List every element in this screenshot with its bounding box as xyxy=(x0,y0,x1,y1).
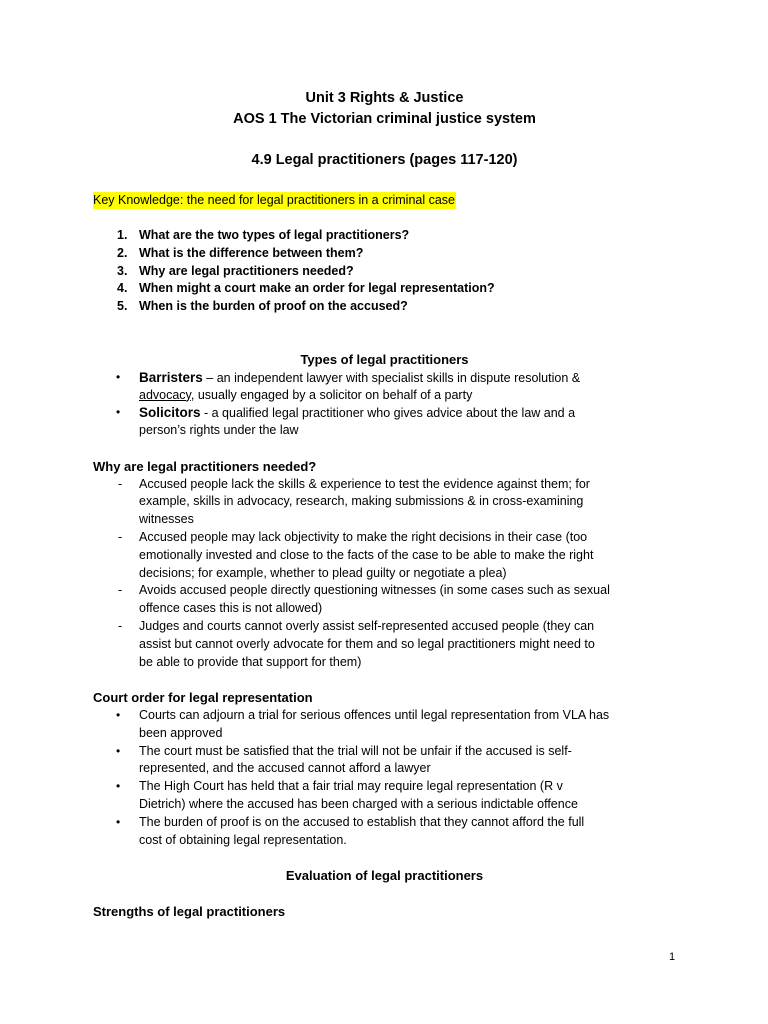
item-line: Accused people lack the skills & experience to test the evidence against them; for xyxy=(139,476,590,491)
why-needed-item xyxy=(93,529,676,582)
question-number: 2. xyxy=(117,245,128,260)
question-text: What is the difference between them? xyxy=(139,245,364,260)
court-order-heading: Court order for legal representation xyxy=(93,690,313,706)
document-body xyxy=(93,88,676,920)
solicitors-line-2: person’s rights under the law xyxy=(139,423,299,438)
question-text: When is the burden of proof on the accused? xyxy=(139,299,408,314)
question-item xyxy=(93,263,676,281)
question-item xyxy=(93,298,676,316)
question-text: When might a court make an order for legal representation? xyxy=(139,281,495,296)
section-title: 4.9 Legal practitioners (pages 117-120) xyxy=(251,152,518,168)
aos-title: AOS 1 The Victorian criminal justice system xyxy=(233,111,536,127)
question-item xyxy=(93,245,676,263)
page-number: 1 xyxy=(669,951,676,963)
item-line: assist but cannot overly advocate for them and so legal practitioners might need to xyxy=(139,636,595,651)
key-knowledge xyxy=(93,191,676,209)
item-line: Courts can adjourn a trial for serious offences until legal representation from VLA has xyxy=(139,707,610,722)
item-line: decisions; for example, whether to plead guilty or negotiate a plea) xyxy=(139,565,507,580)
item-line: Judges and courts cannot overly assist self-represented accused people (they can xyxy=(139,618,595,633)
question-number: 1. xyxy=(117,228,128,242)
item-line: cost of obtaining legal representation. xyxy=(139,832,347,847)
question-text: What are the two types of legal practitioners? xyxy=(139,228,410,242)
barristers-line-2 xyxy=(139,387,676,405)
question-number: 4. xyxy=(117,281,128,296)
item-line: The burden of proof is on the accused to establish that they cannot afford the full xyxy=(139,814,585,829)
court-order-item xyxy=(93,743,676,779)
bullet-marker: • xyxy=(116,707,121,722)
key-knowledge-highlight: Key Knowledge: the need for legal practitioners in a criminal case xyxy=(93,193,456,207)
bullet-marker: • xyxy=(116,743,121,758)
bullet-marker: • xyxy=(116,779,121,794)
dash-marker: - xyxy=(118,583,123,598)
solicitors-definition-1: - a qualified legal practitioner who gives advice about the law and a xyxy=(200,406,576,421)
item-line: represented, and the accused cannot afford a lawyer xyxy=(139,761,431,776)
bullet-marker: • xyxy=(116,814,121,829)
bullet-marker: • xyxy=(116,405,121,420)
question-number: 3. xyxy=(117,263,128,278)
why-needed-heading: Why are legal practitioners needed? xyxy=(93,458,317,474)
types-list xyxy=(93,369,676,440)
dash-marker: - xyxy=(118,529,123,544)
item-line: been approved xyxy=(139,725,223,740)
item-line: Accused people may lack objectivity to make the right decisions in their case (too xyxy=(139,529,588,544)
barristers-definition-1: – an independent lawyer with specialist skills in dispute resolution & xyxy=(202,370,581,385)
evaluation-heading: Evaluation of legal practitioners xyxy=(285,868,484,884)
barristers-line-1 xyxy=(139,369,676,387)
why-needed-item xyxy=(93,618,676,671)
barristers-term: Barristers xyxy=(139,369,203,385)
item-line: The High Court has held that a fair trial may require legal representation (R v xyxy=(139,779,563,794)
why-needed-item xyxy=(93,582,676,618)
advocacy-underlined: advocacy xyxy=(139,387,191,402)
question-item xyxy=(93,280,676,298)
item-line: Avoids accused people directly questioning witnesses (in some cases such as sexual xyxy=(139,583,610,598)
question-number: 5. xyxy=(117,299,128,314)
why-needed-list xyxy=(93,476,676,672)
solicitors-term: Solicitors xyxy=(139,405,201,421)
item-line: be able to provide that support for them) xyxy=(139,654,362,669)
solicitors-item xyxy=(93,404,676,440)
dash-marker: - xyxy=(118,476,123,491)
barristers-item xyxy=(93,369,676,405)
item-line: emotionally invested and close to the facts of the case to be able to make the right xyxy=(139,547,594,562)
court-order-item xyxy=(93,814,676,850)
item-line: The court must be satisfied that the trial will not be unfair if the accused is self- xyxy=(139,743,572,758)
strengths-heading: Strengths of legal practitioners xyxy=(93,903,286,919)
dash-marker: - xyxy=(118,618,123,633)
item-line: example, skills in advocacy, research, making submissions & in cross-examining xyxy=(139,494,584,509)
item-line: offence cases this is not allowed) xyxy=(139,601,323,616)
why-needed-item xyxy=(93,476,676,529)
bullet-marker: • xyxy=(116,369,121,384)
court-order-item xyxy=(93,707,676,743)
unit-title: Unit 3 Rights & Justice xyxy=(305,90,464,106)
questions-list xyxy=(93,227,676,316)
court-order-item xyxy=(93,778,676,814)
item-line: witnesses xyxy=(139,512,194,527)
solicitors-line-1 xyxy=(139,404,676,422)
question-item xyxy=(93,227,676,245)
item-line: Dietrich) where the accused has been charged with a serious indictable offence xyxy=(139,796,578,811)
types-heading: Types of legal practitioners xyxy=(300,351,469,367)
question-text: Why are legal practitioners needed? xyxy=(139,263,354,278)
court-order-list xyxy=(93,707,676,849)
barristers-definition-2: , usually engaged by a solicitor on behalf of a party xyxy=(190,387,473,402)
